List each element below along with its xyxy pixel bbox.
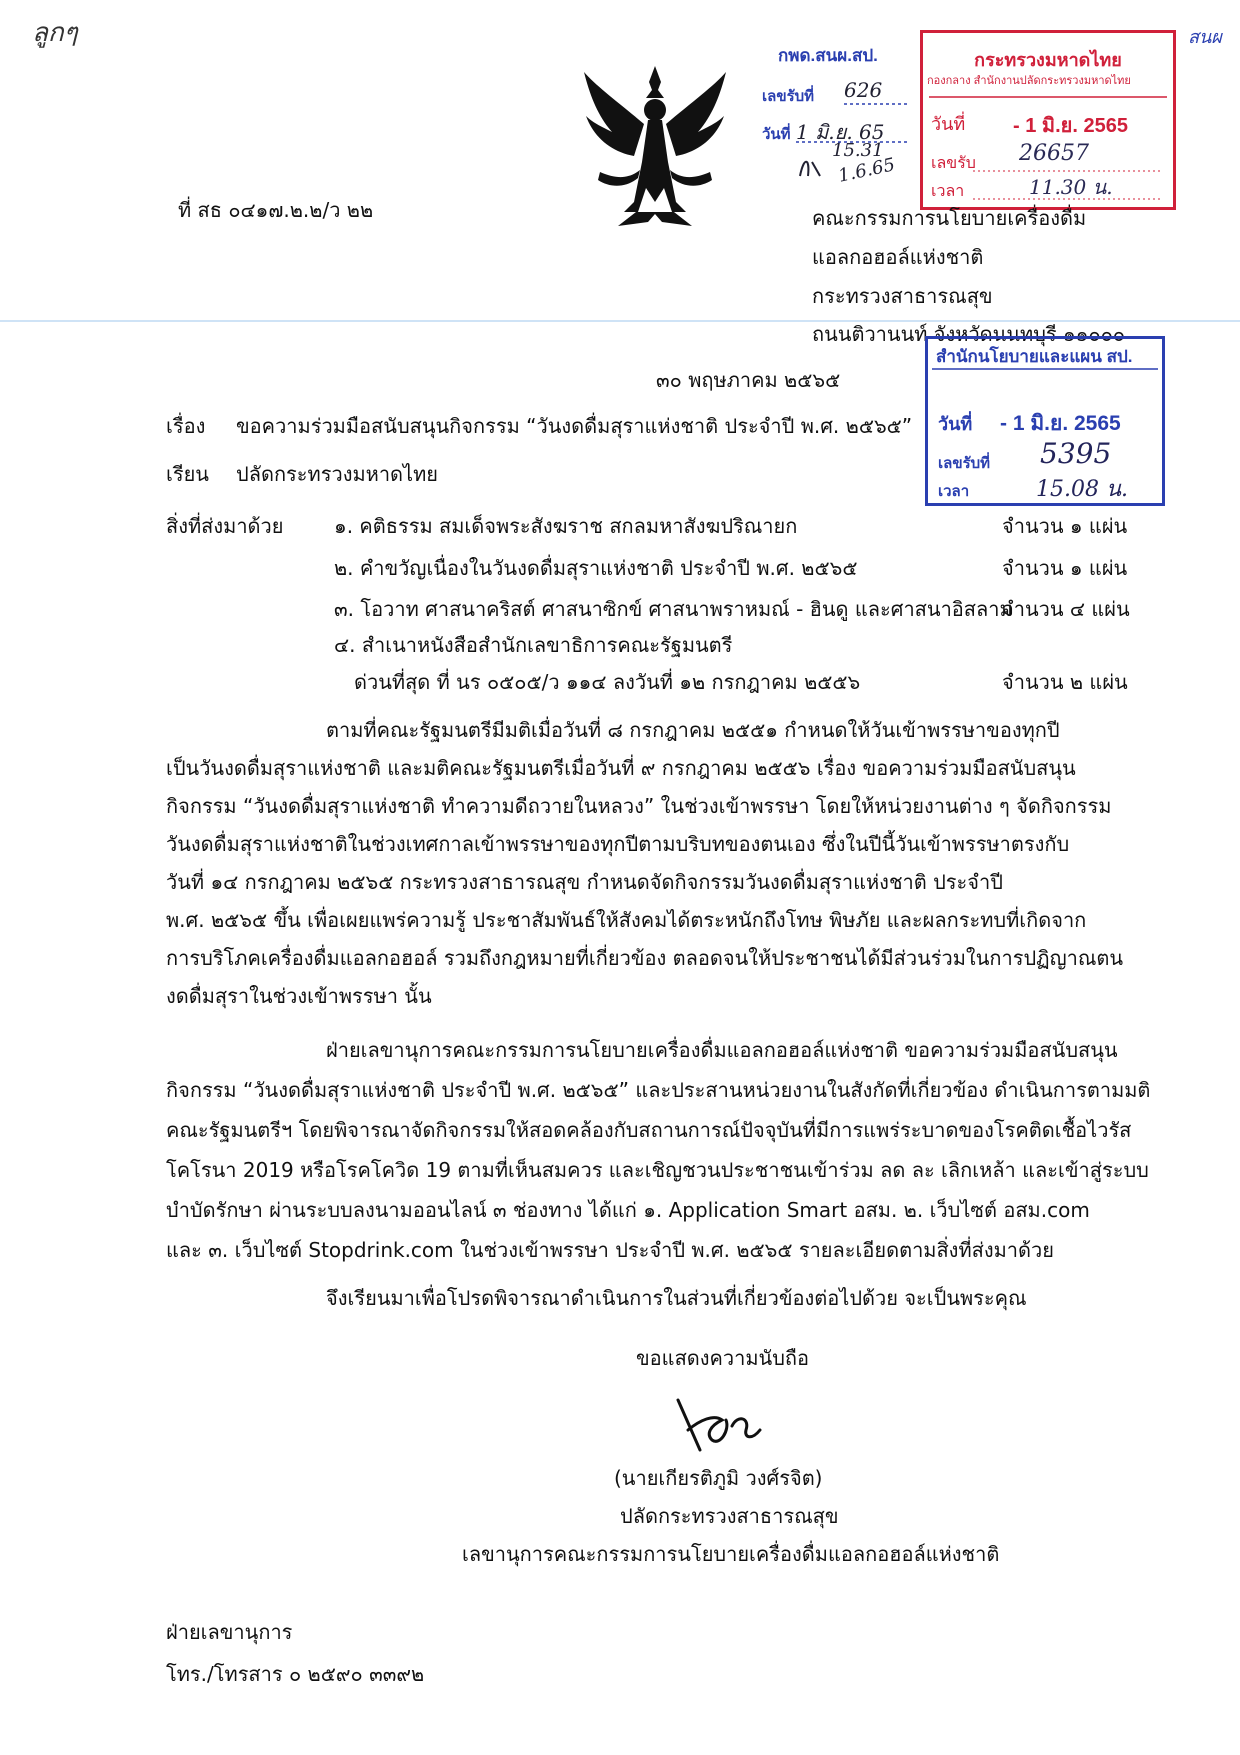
paragraph-2-line: และ ๓. เว็บไซต์ Stopdrink.com ในช่วงเข้าพรรษา ประจำปี พ.ศ. ๒๕๖๕ รายละเอียดตามสิ่งที่ส่งมาด้วย (166, 1238, 1054, 1262)
stamp2-org: กระทรวงมหาดไทย (974, 50, 1122, 70)
address-line-3: กระทรวงสาธารณสุข (812, 284, 993, 308)
closing-regards: ขอแสดงความนับถือ (636, 1346, 810, 1370)
paragraph-1-line: งดดื่มสุราในช่วงเข้าพรรษา นั้น (166, 984, 432, 1008)
receipt-stamp-1 (760, 36, 918, 187)
paragraph-2-line: ฝ่ายเลขานุการคณะกรรมการนโยบายเครื่องดื่มแอลกอฮอล์แห่งชาติ ขอความร่วมมือสนับสนุน (326, 1038, 1118, 1062)
enclosure-item: ด่วนที่สุด ที่ นร ๐๕๐๕/ว ๑๑๔ ลงวันที่ ๑๒ กรกฎาคม ๒๕๕๖ (354, 670, 861, 694)
address-line-4: ถนนติวานนท์ จังหวัดนนทบุรี ๑๑๐๐๐ (812, 322, 1126, 346)
garuda-emblem-svg (578, 62, 732, 230)
stamp2-date: - 1 มิ.ย. 2565 (1013, 115, 1128, 137)
paragraph-1-line: กิจกรรม “วันงดดื่มสุราแห่งชาติ ทำความดีถวายในหลวง” ในช่วงเข้าพรรษา โดยให้หน่วยงานต่าง ๆ จัดกิจกรรม (166, 794, 1112, 818)
subject-label: เรื่อง (166, 414, 206, 438)
address-line-1: คณะกรรมการนโยบายเครื่องดื่ม (812, 206, 1087, 230)
stamp2-no: 26657 (1019, 141, 1089, 166)
enclosure-qty: จำนวน ๑ แผ่น (1002, 514, 1128, 538)
signer-title-1: ปลัดกระทรวงสาธารณสุข (620, 1504, 839, 1528)
enclosure-item: ๒. คำขวัญเนื่องในวันงดดื่มสุราแห่งชาติ ประจำปี พ.ศ. ๒๕๖๕ (334, 556, 858, 580)
signature-svg (670, 1390, 766, 1456)
stamp1-time: 15.31 (832, 140, 884, 161)
stamp2-sub: กองกลาง สำนักงานปลัดกระทรวงมหาดไทย (927, 75, 1131, 87)
paragraph-1-line: วันที่ ๑๔ กรกฎาคม ๒๕๖๕ กระทรวงสาธารณสุข กำหนดจัดกิจกรรมวันงดดื่มสุราแห่งชาติ ประจำปี (166, 870, 1003, 894)
garuda-emblem (578, 62, 732, 230)
stamp1-note: 1.6.65 (836, 154, 897, 187)
stamp2-time-label: เวลา (931, 183, 965, 200)
paragraph-1-line: วันงดดื่มสุราแห่งชาติในช่วงเทศกาลเข้าพรรษาของทุกปีตามบริบทของตนเอง ซึ่งในปีนี้วันเข้าพรรษาตรงกับ (166, 832, 1070, 856)
enclosure-qty: จำนวน ๑ แผ่น (1002, 556, 1128, 580)
stamp2-no-label: เลขรับ (931, 155, 976, 172)
paragraph-2-line: โคโรนา 2019 หรือโรคโควิด 19 ตามที่เห็นสมควร และเชิญชวนประชาชนเข้าร่วม ลด ละ เลิกเหล้า และเข้าสู่ระบบ (166, 1158, 1149, 1182)
enclosure-qty: จำนวน ๔ แผ่น (1002, 597, 1130, 621)
enclosure-item: ๓. โอวาท ศาสนาคริสต์ ศาสนาซิกข์ ศาสนาพราหมณ์ - ฮินดู และศาสนาอิสลาม (334, 597, 1013, 621)
signer-title-2: เลขานุการคณะกรรมการนโยบายเครื่องดื่มแอลกอฮอล์แห่งชาติ (462, 1542, 1000, 1566)
paragraph-1-line: ตามที่คณะรัฐมนตรีมีมติเมื่อวันที่ ๘ กรกฎาคม ๒๕๕๑ กำหนดให้วันเข้าพรรษาของทุกปี (326, 718, 1060, 742)
address-line-2: แอลกอฮอล์แห่งชาติ (812, 245, 984, 269)
paragraph-2-line: บำบัดรักษา ผ่านระบบลงนามออนไลน์ ๓ ช่องทาง ได้แก่ ๑. Application Smart อสม. ๒. เว็บไซต์ อสม.com (166, 1198, 1090, 1222)
enclosure-qty: จำนวน ๒ แผ่น (1002, 670, 1128, 694)
stamp1-date: 1 มิ.ย. 65 (796, 120, 885, 144)
receipt-stamp-2 (920, 30, 1176, 210)
stamp1-no: 626 (844, 78, 883, 102)
stamp2-time: 11.30 น. (1029, 175, 1113, 199)
stamp3-no: 5395 (1040, 437, 1112, 470)
receipt-stamp-3 (925, 336, 1165, 506)
stamp3-date-label: วันที่ (938, 414, 973, 434)
subject-text: ขอความร่วมมือสนับสนุนกิจกรรม “วันงดดื่มสุราแห่งชาติ ประจำปี พ.ศ. ๒๕๖๕” (236, 414, 913, 438)
recipient-label: เรียน (166, 462, 209, 486)
stamp3-date: - 1 มิ.ย. 2565 (1000, 412, 1121, 435)
stamp3-no-label: เลขรับที่ (938, 455, 991, 472)
paragraph-1-line: พ.ศ. ๒๕๖๕ ขึ้น เพื่อเผยแพร่ความรู้ ประชาสัมพันธ์ให้สังคมได้ตระหนักถึงโทษ พิษภัย และผลกระทบที่เกิดจาก (166, 908, 1087, 932)
paragraph-1-line: การบริโภคเครื่องดื่มแอลกอฮอล์ รวมถึงกฎหมายที่เกี่ยวข้อง ตลอดจนให้ประชาชนได้มีส่วนร่วมในการปฏิญาณตน (166, 946, 1124, 970)
stamp1-org: กพด.สนผ.สป. (778, 46, 878, 65)
stamp3-time: 15.08 น. (1036, 477, 1129, 502)
fold-line (0, 320, 1240, 322)
stamp3-time-label: เวลา (938, 483, 970, 500)
enclosure-item: ๑. คติธรรม สมเด็จพระสังฆราช สกลมหาสังฆปริณายก (334, 514, 798, 538)
stamp3-org: สำนักนโยบายและแผน สป. (936, 347, 1133, 366)
paragraph-2-line: คณะรัฐมนตรีฯ โดยพิจารณาจัดกิจกรรมให้สอดคล้องกับสถานการณ์ปัจจุบันที่มีการแพร่ระบาดของโรคติดเชื้อไวรัส (166, 1118, 1132, 1142)
document-number: ที่ สธ ๐๔๑๗.๒.๒/ว ๒๒ (178, 198, 374, 222)
stamp1-lines (760, 36, 918, 181)
stamp1-date-label: วันที่ (762, 126, 791, 143)
letter-date: ๓๐ พฤษภาคม ๒๕๖๕ (656, 368, 841, 392)
recipient-text: ปลัดกระทรวงมหาดไทย (236, 462, 439, 486)
stamp2-lines (923, 33, 1173, 207)
signature (670, 1390, 766, 1456)
corner-mark: สนผ (1188, 27, 1222, 48)
stamp3-lines (928, 339, 1162, 503)
enclosure-item: ๔. สำเนาหนังสือสำนักเลขาธิการคณะรัฐมนตรี (334, 633, 733, 657)
stamp2-date-label: วันที่ (931, 114, 966, 134)
enclosures-label: สิ่งที่ส่งมาด้วย (166, 514, 284, 538)
paragraph-2-line: กิจกรรม “วันงดดื่มสุราแห่งชาติ ประจำปี พ.ศ. ๒๕๖๕” และประสานหน่วยงานในสังกัดที่เกี่ยวข้อง ดำเนินการตามมติ (166, 1078, 1151, 1102)
paragraph-3: จึงเรียนมาเพื่อโปรดพิจารณาดำเนินการในส่วนที่เกี่ยวข้องต่อไปด้วย จะเป็นพระคุณ (326, 1286, 1027, 1310)
footer-unit: ฝ่ายเลขานุการ (166, 1620, 293, 1644)
signer-name: (นายเกียรติภูมิ วงศ์รจิต) (614, 1466, 823, 1490)
stamp1-no-label: เลขรับที่ (762, 88, 815, 105)
corner-handwritten-note: ลูกๆ (32, 18, 78, 48)
footer-phone: โทร./โทรสาร ๐ ๒๕๙๐ ๓๓๙๒ (166, 1662, 425, 1686)
paragraph-1-line: เป็นวันงดดื่มสุราแห่งชาติ และมติคณะรัฐมนตรีเมื่อวันที่ ๙ กรกฎาคม ๒๕๕๖ เรื่อง ขอความร่วมมือสนับสนุน (166, 756, 1076, 780)
